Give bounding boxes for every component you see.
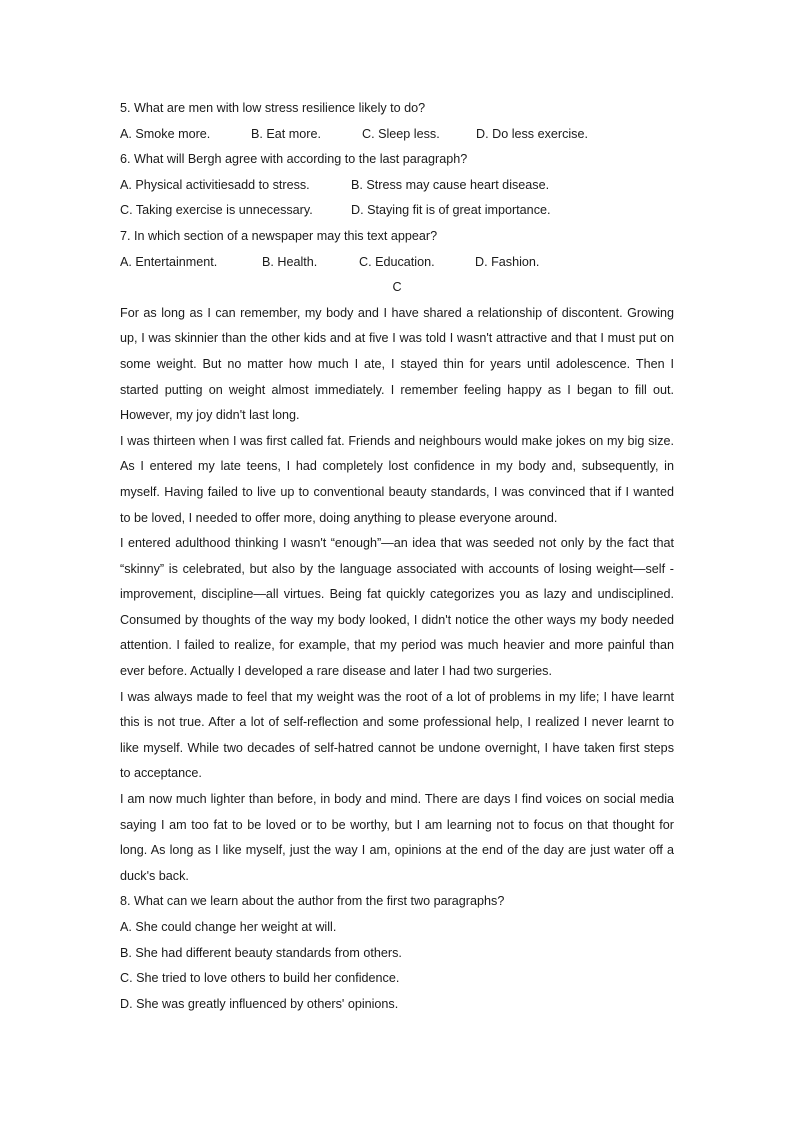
- option-d: D. Fashion.: [475, 254, 540, 269]
- question-8-stem: 8. What can we learn about the author from the first two paragraphs?: [120, 894, 505, 909]
- option-c: C. She tried to love others to build her confidence.: [120, 971, 400, 986]
- option-a: A. Entertainment.: [120, 254, 218, 269]
- question-5-options: [120, 122, 674, 148]
- question-6-options-row2: [120, 198, 674, 224]
- option-d: D. Staying fit is of great importance.: [351, 203, 551, 218]
- option-a: A. Physical activitiesadd to stress.: [120, 177, 310, 192]
- question-7-options: [120, 250, 674, 276]
- section-heading: C: [392, 280, 402, 295]
- question-6-options-row1: [120, 173, 674, 199]
- option-a: A. She could change her weight at will.: [120, 920, 337, 934]
- option-b: B. Eat more.: [251, 126, 321, 141]
- option-c: C. Sleep less.: [362, 126, 440, 141]
- option-b: B. Stress may cause heart disease.: [351, 177, 550, 192]
- passage-paragraph-3: I entered adulthood thinking I wasn't “enough”—an idea that was seeded not only by the fact that “skinny” is celebrated, but also by the language associated with accounts of losing weight—self - improvement, discipline—all virtues. Being fat quickly categorizes you as lazy and undisciplined. Consumed by thoughts of the way my body looked, I didn't notice the other ways my body needed attention. I failed to realize, for example, that my period was much heavier and more painful than ever before. Actually I developed a rare disease and later I had two surgeries.: [120, 536, 674, 679]
- passage-paragraph-4: I was always made to feel that my weight was the root of a lot of problems in my life; I have learnt this is not true. After a lot of self-reflection and some professional help, I realized I never learnt to like myself. While two decades of self-hatred cannot be undone overnight, I have taken first steps to acceptance.: [120, 689, 674, 781]
- question-5-stem: 5. What are men with low stress resilience likely to do?: [120, 101, 426, 115]
- option-b: B. She had different beauty standards from others.: [120, 945, 402, 960]
- passage-paragraph-5: I am now much lighter than before, in body and mind. There are days I find voices on social media saying I am too fat to be loved or to be worthy, but I am learning not to focus on that thought for long. As long as I like myself, just the way I am, opinions at the end of the day are just water off a duck's back.: [120, 792, 674, 883]
- option-b: B. Health.: [262, 254, 318, 269]
- passage-paragraph-1: For as long as I can remember, my body and I have shared a relationship of discontent. Growing up, I was skinnier than the other kids and at five I was told I wasn't attractive and that I must put on some weight. But no matter how much I ate, I stayed thin for years until adolescence. Then I started putting on weight almost immediately. I remember feeling happy as I began to fill out. However, my joy didn't last long.: [120, 305, 674, 423]
- option-d: D. She was greatly influenced by others' opinions.: [120, 996, 399, 1011]
- option-c: C. Education.: [359, 254, 435, 269]
- question-6-stem: 6. What will Bergh agree with according to the last paragraph?: [120, 152, 468, 167]
- question-7-stem: 7. In which section of a newspaper may this text appear?: [120, 228, 438, 243]
- option-a: A. Smoke more.: [120, 126, 211, 141]
- passage-paragraph-2: I was thirteen when I was first called fat. Friends and neighbours would make jokes on my big size. As I entered my late teens, I had completely lost confidence in my body and, subsequently, in myself. Having failed to live up to conventional beauty standards, I was convinced that if I wanted to be loved, I needed to offer more, doing anything to please everyone around.: [120, 433, 674, 525]
- page-content: [120, 96, 674, 1017]
- option-d: D. Do less exercise.: [476, 126, 588, 141]
- option-c: C. Taking exercise is unnecessary.: [120, 203, 313, 218]
